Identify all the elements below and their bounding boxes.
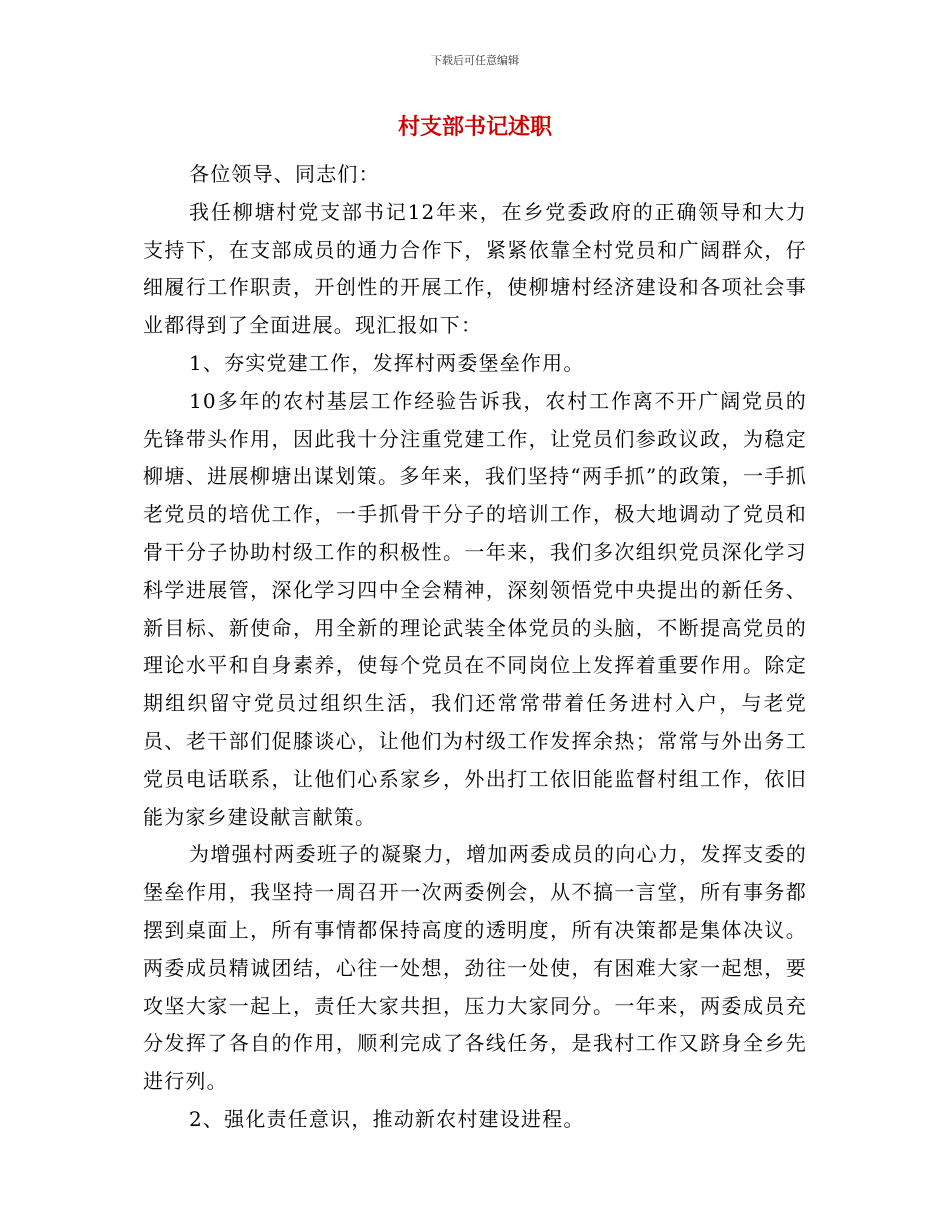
document-title: 村支部书记述职	[397, 115, 552, 140]
paragraph-heading-1: 1、夯实党建工作，发挥村两委堡垒作用。	[189, 350, 585, 375]
paragraph-committee: 为增强村两委班子的凝聚力，增加两委成员的向心力，发挥支委的堡垒作用，我坚持一周召开一次两委例会，从不搞一言堂，所有事务都摆到桌面上，所有事情都保持高度的透明度，所有决策都是集体决议。两委成员精诚团结，心往一处想，劲往一处使，有困难大家一起想，要攻坚大家一起上，责任大家共担，压力大家同分。一年来，两委成员充分发挥了各自的作用，顺利完成了各线任务，是我村工作又跻身全乡先进行列。	[143, 842, 807, 1094]
paragraph-party-building: 10多年的农村基层工作经验告诉我，农村工作离不开广阔党员的先锋带头作用，因此我十分注重党建工作，让党员们参政议政，为稳定柳塘、进展柳塘出谋划策。多年来，我们坚持“两手抓”的政策，一手抓老党员的培优工作，一手抓骨干分子的培训工作，极大地调动了党员和骨干分子协助村级工作的积极性。一年来，我们多次组织党员深化学习科学进展管，深化学习四中全会精神，深刻领悟党中央提出的新任务、新目标、新使命，用全新的理论武装全体党员的头脑，不断提高党员的理论水平和自身素养，使每个党员在不同岗位上发挥着重要作用。除定期组织留守党员过组织生活，我们还常常带着任务进村入户，与老党员、老干部们促膝谈心，让他们为村级工作发挥余热；常常与外出务工党员电话联系，让他们心系家乡，外出打工依旧能监督村组工作，依旧能为家乡建设献言献策。	[143, 388, 807, 829]
header-note: 下载后可任意编辑	[431, 54, 519, 67]
paragraph-heading-2: 2、强化责任意识，推动新农村建设进程。	[189, 1106, 585, 1131]
document-body	[143, 156, 807, 1139]
paragraph-salutation: 各位领导、同志们：	[189, 162, 380, 186]
paragraph-intro: 我任柳塘村党支部书记12年来，在乡党委政府的正确领导和大力支持下，在支部成员的通力合作下，紧紧依靠全村党员和广阔群众，仔细履行工作职责，开创性的开展工作，使柳塘村经济建设和各项社会事业都得到了全面进展。现汇报如下：	[143, 199, 807, 338]
